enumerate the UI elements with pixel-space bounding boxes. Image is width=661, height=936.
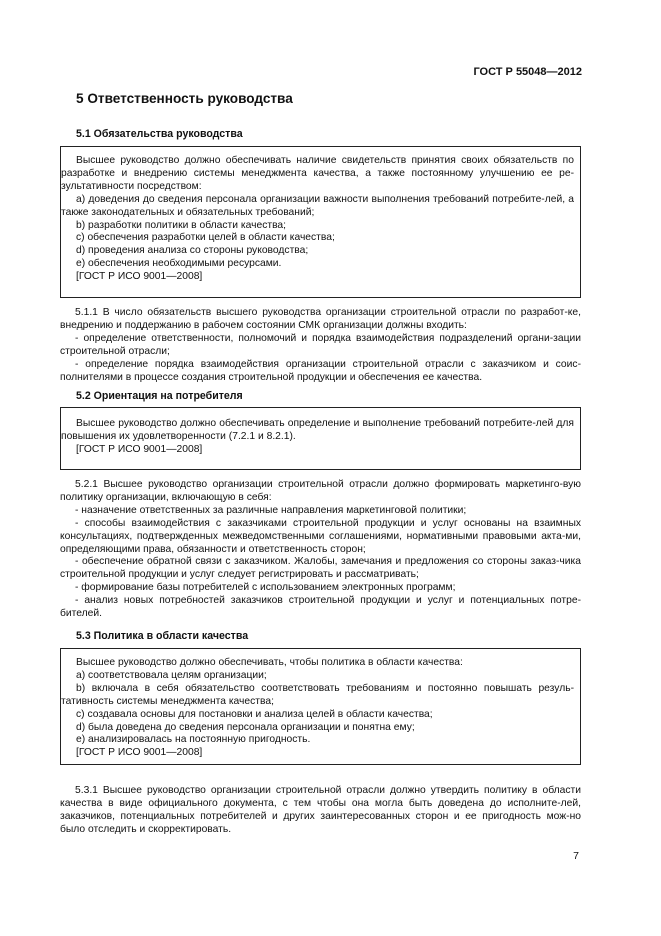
clause-list-item: - анализ новых потребностей заказчиков строительной продукции и услуг и потенциальных потре-бителей.	[60, 595, 581, 620]
quote-reference: [ГОСТ Р ИСО 9001—2008]	[76, 271, 203, 283]
quote-box-5-2	[60, 407, 581, 470]
quote-text: Высшее руководство должно обеспечивать определение и выполнение требований потребите-лей для повышения их удовлетворенности (7.2.1 и 8.2.1).	[61, 418, 574, 442]
quote-list-item: a) доведения до сведения персонала организации важности выполнения требований потребите-лей, а также законодательных и обязательных требований;	[61, 193, 574, 218]
quote-reference: [ГОСТ Р ИСО 9001—2008]	[76, 747, 203, 759]
page-number: 7	[573, 850, 579, 862]
quote-list-item: d) была доведена до сведения персонала организации и понятна ему;	[76, 721, 415, 733]
clause-list-item: - обеспечение обратной связи с заказчиком. Жалобы, замечания и предложения со стороны заказ-чика строительной продукции и услуг следует регистрировать и рассматривать;	[60, 556, 581, 581]
clause-list-item: - определение порядка взаимодействия организации строительной отрасли с заказчиком и соис-полнителями в процессе создания строительной продукции и обеспечения ее качества.	[60, 358, 581, 383]
quote-list-item: a) соответствовала целям организации;	[76, 669, 267, 681]
subsection-5-1-heading: 5.1 Обязательства руководства	[76, 128, 243, 140]
quote-text: Высшее руководство должно обеспечивать, чтобы политика в области качества:	[76, 657, 463, 668]
standard-code: ГОСТ Р 55048—2012	[473, 66, 582, 78]
clause-5-2-1	[60, 479, 581, 621]
clause-text: 5.3.1 Высшее руководство организации строительной отрасли должно утвердить политику в области качества в виде официального документа, с тем чтобы она могла быть доведена до исполните-лей, заказчиков, потенциальных потребителей и других заинтересованных сторон и ее пригодность мож-но было отследить и скорректировать.	[60, 785, 581, 835]
clause-list-item: - способы взаимодействия с заказчиками строительной продукции и услуг основаны на взаимных консультациях, подтвержденных межведомственными соглашениями, нормативными правовыми акта-ми, определяющими права, обязанности и ответственность сторон;	[60, 517, 581, 555]
quote-text: Высшее руководство должно обеспечивать наличие свидетельств принятия своих обязательств по разработке и внедрению системы менеджмента качества, а также постоянному улучшению ее ре-зультативности посредством:	[61, 155, 574, 192]
clause-list-item: - определение ответственности, полномочий и порядка взаимодействия подразделений органи-зации строительной отрасли;	[60, 332, 581, 357]
clause-list-item: - формирование базы потребителей с использованием электронных программ;	[75, 582, 456, 594]
quote-list-item: b) включала в себя обязательство соответствовать требованиям и постоянно повышать резуль-тативность системы менеджмента качества;	[61, 682, 574, 707]
clause-5-1-1	[60, 307, 581, 384]
quote-list-item: e) анализировалась на постоянную пригодность.	[76, 734, 311, 746]
clause-text: 5.2.1 Высшее руководство организации строительной отрасли должно формировать маркетинго-вую политику организации, включающую в себя:	[60, 479, 581, 503]
quote-list-item: d) проведения анализа со стороны руководства;	[76, 245, 309, 257]
subsection-5-2-heading: 5.2 Ориентация на потребителя	[76, 390, 243, 402]
quote-list-item: c) создавала основы для постановки и анализа целей в области качества;	[76, 708, 433, 720]
quote-box-5-1	[60, 146, 581, 298]
section-5-title: 5 Ответственность руководства	[76, 91, 293, 106]
quote-list-item: c) обеспечения разработки целей в области качества;	[76, 232, 335, 244]
clause-5-3-1	[60, 785, 581, 837]
quote-box-5-3	[60, 648, 581, 765]
quote-list-item: e) обеспечения необходимыми ресурсами.	[76, 258, 282, 270]
clause-list-item: - назначение ответственных за различные направления маркетинговой политики;	[75, 504, 467, 516]
subsection-5-3-heading: 5.3 Политика в области качества	[76, 630, 249, 642]
clause-text: 5.1.1 В число обязательств высшего руководства организации строительной отрасли по разработ-ке, внедрению и поддержанию в рабочем состоянии СМК организации должны входить:	[60, 307, 581, 331]
quote-list-item: b) разработки политики в области качества;	[76, 219, 287, 231]
quote-reference: [ГОСТ Р ИСО 9001—2008]	[76, 443, 203, 455]
